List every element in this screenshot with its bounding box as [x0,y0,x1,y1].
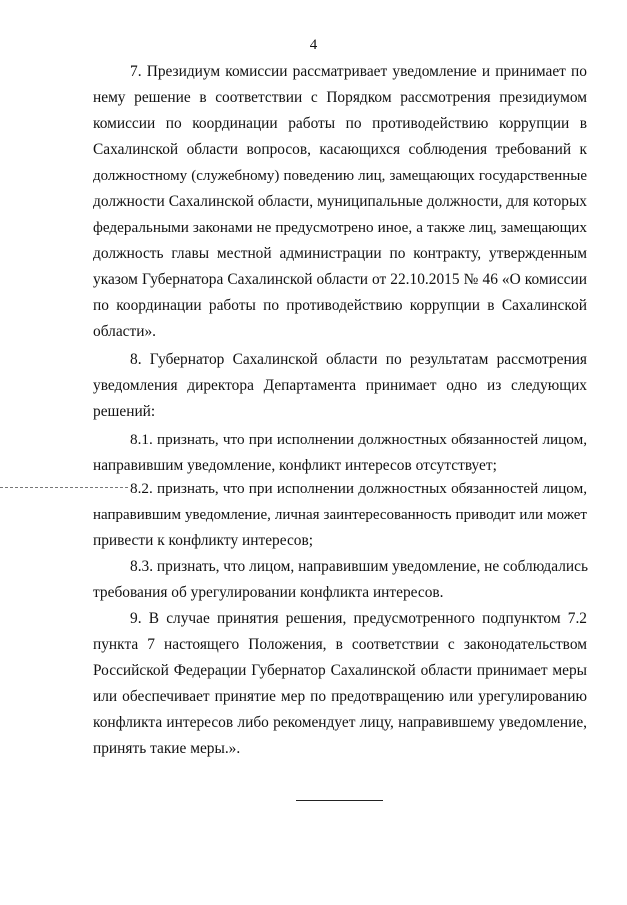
paragraph-line: принять такие меры.». [93,740,241,757]
paragraph-line: указом Губернатора Сахалинской области от 22.10.2015 № 46 «О комиссии [93,271,587,288]
scan-artifact-dashes [0,487,128,488]
paragraph-line: направившим уведомление, личная заинтересованность приводит или может [93,507,587,523]
paragraph-line: 7. Президиум комиссии рассматривает уведомление и принимает по [130,63,587,80]
paragraph-line: нему решение в соответствии с Порядком рассмотрения президиумом [93,89,587,106]
paragraph-line: 9. В случае принятия решения, предусмотренного подпунктом 7.2 [130,610,587,627]
paragraph-line: 8.1. признать, что при исполнении должностных обязанностей лицом, [130,431,587,448]
paragraph-line: требования об урегулировании конфликта интересов. [93,584,444,601]
page-number: 4 [309,37,318,53]
paragraph-line: пункта 7 настоящего Положения, в соответствии с законодательством [93,636,587,653]
paragraph-line: решений: [93,403,156,420]
paragraph-line: 8.2. признать, что при исполнении должностных обязанностей лицом, [130,480,587,497]
paragraph-line: должностному (служебному) поведению лиц, замещающих государственные [93,168,587,184]
paragraph-line: должность главы местной администрации по контракту, утвержденным [93,245,587,262]
paragraph-line: области». [93,323,156,340]
paragraph-line: по координации работы по противодействию коррупции в Сахалинской [93,297,587,314]
paragraph-line: комиссии по координации работы по противодействию коррупции в [93,115,587,132]
paragraph-line: конфликта интересов либо рекомендует лицу, направившему уведомление, [93,714,587,731]
paragraph-line: 8. Губернатор Сахалинской области по результатам рассмотрения [130,351,587,368]
paragraph-line: привести к конфликту интересов; [93,532,314,549]
paragraph-line: уведомления директора Департамента принимает одно из следующих [93,377,587,394]
paragraph-line: Российской Федерации Губернатор Сахалинской области принимает меры [93,662,587,679]
end-separator-line [296,800,383,801]
paragraph-line: или обеспечивает принятие мер по предотвращению или урегулированию [93,688,587,705]
paragraph-line: Сахалинской области вопросов, касающихся соблюдения требований к [93,141,587,158]
paragraph-line: 8.3. признать, что лицом, направившим уведомление, не соблюдались [130,558,588,575]
paragraph-line: федеральными законами не предусмотрено иное, а также лиц, замещающих [93,219,587,236]
paragraph-line: должности Сахалинской области, муниципальные должности, для которых [93,193,587,210]
paragraph-line: направившим уведомление, конфликт интересов отсутствует; [93,457,497,474]
